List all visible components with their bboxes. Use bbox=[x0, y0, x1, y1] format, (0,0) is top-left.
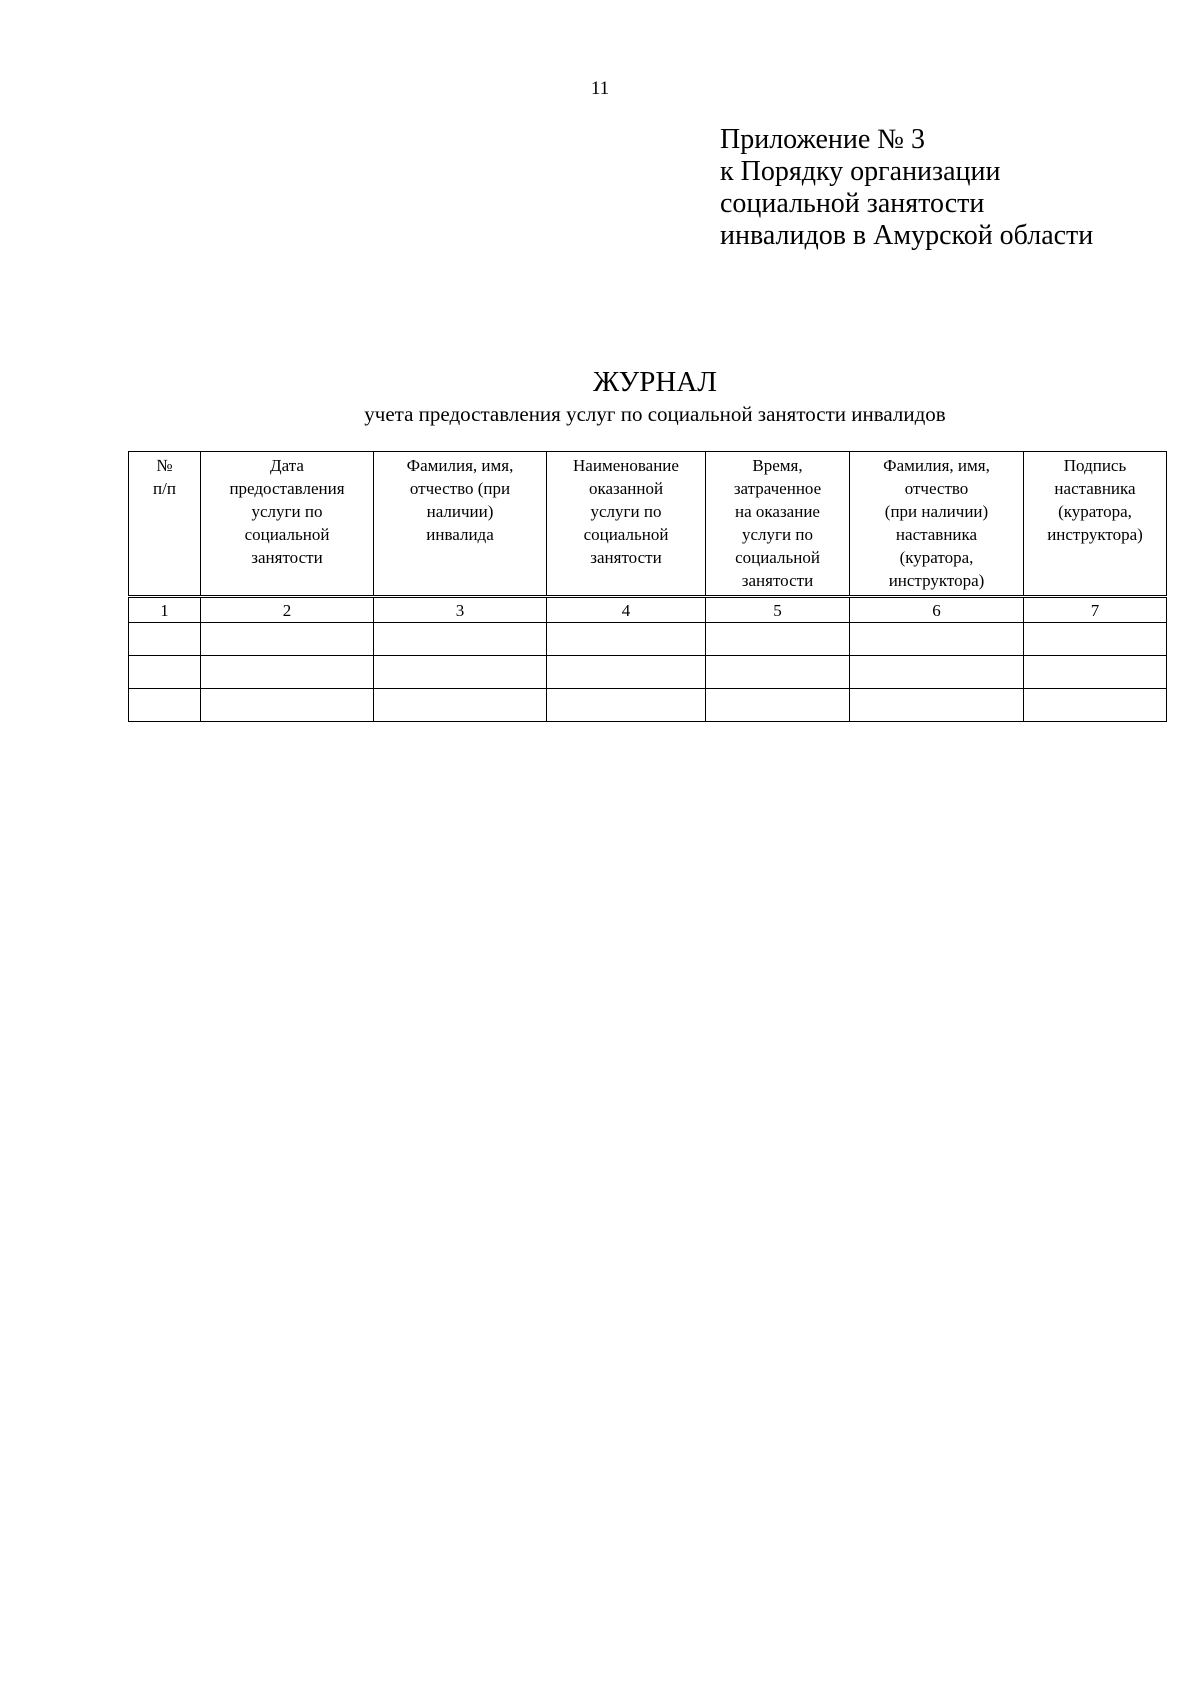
journal-subtitle: учета предоставления услуг по социальной занятости инвалидов bbox=[364, 402, 946, 426]
table-cell bbox=[850, 656, 1024, 689]
table-cell bbox=[129, 656, 201, 689]
table-cell bbox=[1024, 689, 1167, 722]
table-cell bbox=[201, 623, 374, 656]
table-cell bbox=[706, 689, 850, 722]
table-cell bbox=[1024, 623, 1167, 656]
column-number-cell: 7 bbox=[1024, 597, 1167, 623]
appendix-line-3: социальной занятости bbox=[720, 188, 985, 219]
table-row bbox=[129, 623, 1167, 656]
table-cell bbox=[201, 656, 374, 689]
table-cell bbox=[547, 623, 706, 656]
appendix-line-2: к Порядку организации bbox=[720, 156, 1001, 187]
header-cell: Дата предоставления услуги по социальной занятости bbox=[201, 452, 374, 597]
page-number: 11 bbox=[590, 78, 610, 99]
table-cell bbox=[547, 689, 706, 722]
column-number-cell: 4 bbox=[547, 597, 706, 623]
table-cell bbox=[1024, 656, 1167, 689]
header-cell: Время, затраченное на оказание услуги по социальной занятости bbox=[706, 452, 850, 597]
appendix-line-1: Приложение № 3 bbox=[720, 124, 925, 155]
table-row bbox=[129, 689, 1167, 722]
header-cell: Фамилия, имя, отчество (при наличии) инвалида bbox=[374, 452, 547, 597]
table-header-row bbox=[129, 452, 1167, 597]
column-number-cell: 2 bbox=[201, 597, 374, 623]
header-cell: Фамилия, имя, отчество (при наличии) наставника (куратора, инструктора) bbox=[850, 452, 1024, 597]
table-cell bbox=[850, 623, 1024, 656]
table-row bbox=[129, 656, 1167, 689]
table-cell bbox=[850, 689, 1024, 722]
column-number-cell: 6 bbox=[850, 597, 1024, 623]
journal-title: ЖУРНАЛ bbox=[593, 366, 717, 398]
column-number-row bbox=[129, 597, 1167, 623]
table-cell bbox=[374, 656, 547, 689]
column-number-cell: 3 bbox=[374, 597, 547, 623]
journal-table bbox=[128, 451, 1167, 722]
column-number-cell: 1 bbox=[129, 597, 201, 623]
header-cell: № п/п bbox=[129, 452, 201, 597]
table-cell bbox=[547, 656, 706, 689]
table-cell bbox=[706, 623, 850, 656]
table-cell bbox=[706, 656, 850, 689]
header-cell: Наименование оказанной услуги по социальной занятости bbox=[547, 452, 706, 597]
appendix-line-4: инвалидов в Амурской области bbox=[720, 220, 1094, 251]
table-cell bbox=[201, 689, 374, 722]
table-cell bbox=[129, 689, 201, 722]
table-cell bbox=[374, 689, 547, 722]
table-cell bbox=[374, 623, 547, 656]
table-cell bbox=[129, 623, 201, 656]
column-number-cell: 5 bbox=[706, 597, 850, 623]
appendix-reference bbox=[720, 124, 1160, 252]
header-cell: Подпись наставника (куратора, инструктора) bbox=[1024, 452, 1167, 597]
